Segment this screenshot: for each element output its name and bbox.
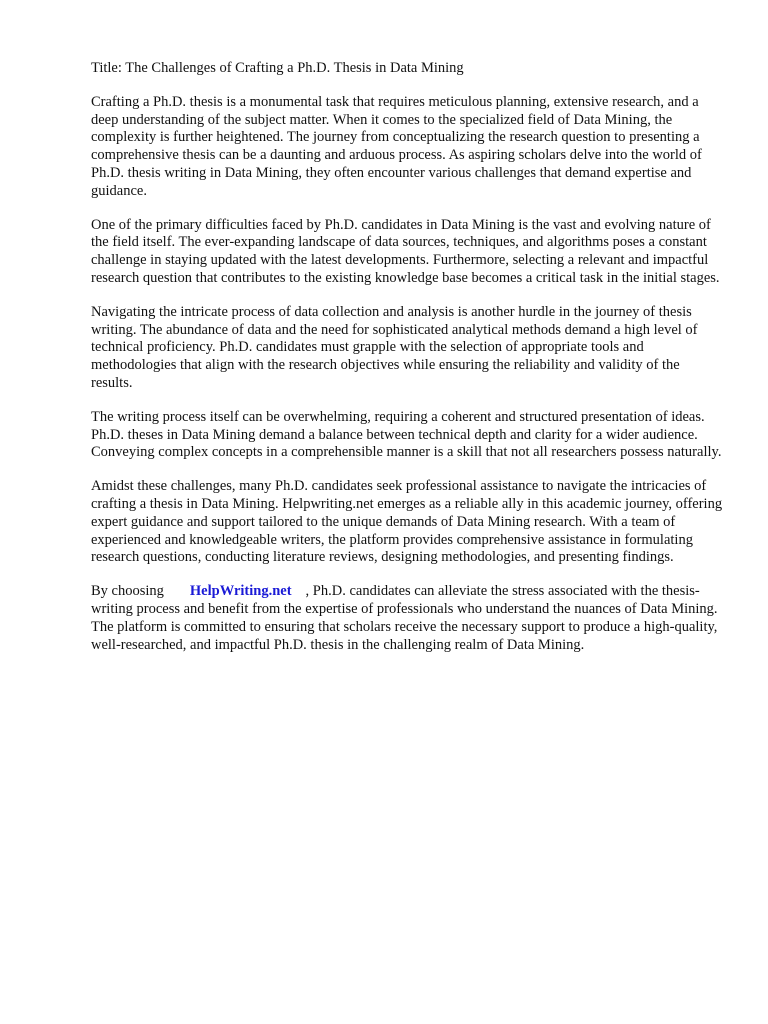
- paragraph-conclusion: [91, 583, 723, 654]
- conclusion-suffix: , Ph.D. candidates can alleviate the stress associated with the thesis-writing process and benefit from the expertise of professionals who understand the nuances of Data Mining. The platform is committed to ensuring that scholars receive the necessary support to produce a high-quality, well-researched, and impactful Ph.D. thesis in the challenging realm of Data Mining.: [91, 583, 718, 653]
- document-title: Title: The Challenges of Crafting a Ph.D. Thesis in Data Mining: [91, 60, 464, 76]
- conclusion-prefix: By choosing: [91, 583, 164, 600]
- helpwriting-link[interactable]: HelpWriting.net: [189, 583, 292, 600]
- paragraph-assistance: Amidst these challenges, many Ph.D. candidates seek professional assistance to navigate the intricacies of crafting a thesis in Data Mining. Helpwriting.net emerges as a reliable ally in this academic journey, offering expert guidance and support tailored to the unique demands of Data Mining research. With a team of experienced and knowledgeable writers, the platform provides comprehensive assistance in formulating research questions, conducting literature reviews, designing methodologies, and presenting findings.: [91, 478, 723, 566]
- paragraph-difficulties: One of the primary difficulties faced by Ph.D. candidates in Data Mining is the vast and evolving nature of the field itself. The ever-expanding landscape of data sources, techniques, and algorithms poses a constant challenge in staying updated with the latest developments. Furthermore, selecting a relevant and impactful research question that contributes to the existing knowledge base becomes a critical task in the initial stages.: [91, 216, 720, 286]
- document-page: [91, 60, 723, 670]
- paragraph-intro: Crafting a Ph.D. thesis is a monumental task that requires meticulous planning, extensive research, and a deep understanding of the subject matter. When it comes to the specialized field of Data Mining, the complexity is further heightened. The journey from conceptualizing the research question to presenting a comprehensive thesis can be a daunting and arduous process. As aspiring scholars delve into the world of Ph.D. thesis writing in Data Mining, they often encounter various challenges that demand expertise and guidance.: [91, 93, 702, 199]
- paragraph-data-collection: Navigating the intricate process of data collection and analysis is another hurdle in the journey of thesis writing. The abundance of data and the need for sophisticated analytical methods demand a high level of technical proficiency. Ph.D. candidates must grapple with the selection of appropriate tools and methodologies that align with the research objectives while ensuring the reliability and validity of the results.: [91, 303, 698, 391]
- paragraph-writing-process: The writing process itself can be overwhelming, requiring a coherent and structured presentation of ideas. Ph.D. theses in Data Mining demand a balance between technical depth and clarity for a wider audience. Conveying complex concepts in a comprehensible manner is a skill that not all researchers possess naturally.: [91, 408, 722, 461]
